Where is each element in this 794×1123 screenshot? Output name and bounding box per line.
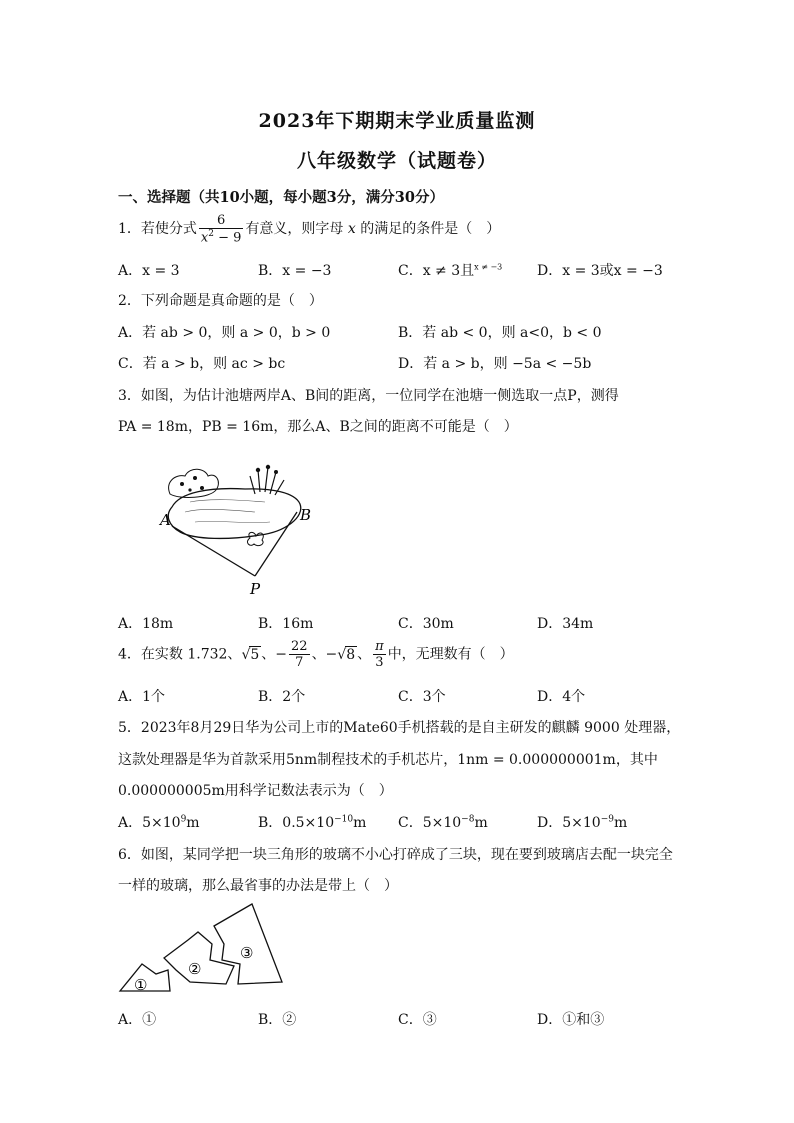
q1-option-c[interactable] <box>398 260 502 280</box>
q5-option-a[interactable] <box>118 812 200 832</box>
q4-option-a[interactable]: A．1个 <box>118 689 166 705</box>
question-5-line3: 0.000000005m用科学记数法表示为（ ） <box>118 783 393 799</box>
piece-2-label: ② <box>188 960 202 978</box>
q5-a-base: A．5×10 <box>118 815 181 831</box>
q4-fraction-2 <box>373 640 386 669</box>
q1-option-a[interactable]: A．x = 3 <box>118 263 180 279</box>
q1-prefix: 1．若使分式 <box>118 221 197 238</box>
q5-d-base: D．5×10 <box>537 815 601 831</box>
sqrt8-radicand: 8 <box>346 646 356 663</box>
exam-title: 2023年下期期末学业质量监测 <box>258 110 536 132</box>
q5-a-unit: m <box>186 815 200 831</box>
q1-var: x <box>347 221 356 238</box>
q4-fraction-1 <box>289 640 310 669</box>
q3-option-d[interactable]: D．34m <box>537 616 594 632</box>
q6-option-a[interactable]: A．① <box>118 1012 157 1028</box>
pond-figure <box>150 462 320 598</box>
question-3-line1: 3．如图，为估计池塘两岸A、B间的距离，一位同学在池塘一侧选取一点P，测得 <box>118 388 619 404</box>
sqrt5-radicand: 5 <box>250 646 260 663</box>
q4-f1-den: 7 <box>289 654 310 669</box>
q5-option-d[interactable] <box>537 812 627 832</box>
q4-mid3: 、 <box>357 646 372 663</box>
section-heading: 一、选择题（共10小题，每小题3分，满分30分） <box>118 189 444 206</box>
q1-option-b[interactable]: B．x = −3 <box>258 263 332 279</box>
question-4-stem <box>118 640 514 669</box>
q5-b-exp: −10 <box>334 814 354 825</box>
q5-b-unit: m <box>353 815 367 831</box>
q1-option-d[interactable]: D．x = 3或x = −3 <box>537 263 663 279</box>
piece-1-label: ① <box>134 976 148 994</box>
q2-option-c[interactable]: C．若 a > b，则 ac > bc <box>118 356 286 372</box>
question-2-stem: 2．下列命题是真命题的是（ ） <box>118 293 323 309</box>
q5-c-base: C．5×10 <box>398 815 462 831</box>
piece-3-label: ③ <box>240 944 254 962</box>
label-b: B <box>300 506 312 524</box>
question-3-line2: PA = 18m，PB = 16m，那么A、B之间的距离不可能是（ ） <box>118 419 518 435</box>
q3-option-b[interactable]: B．16m <box>258 616 314 632</box>
q5-d-unit: m <box>613 815 628 831</box>
q1-den-var: x <box>200 230 209 246</box>
q1-option-c-text: C．x ≠ 3且 <box>398 263 475 279</box>
q5-c-unit: m <box>474 815 488 831</box>
q1-frac-den <box>199 228 244 244</box>
q1-option-c-small: x ≠ −3 <box>474 262 503 272</box>
q1-suffix-b: 的满足的条件是（ ） <box>355 221 501 238</box>
q5-option-b[interactable] <box>258 812 366 832</box>
q1-fraction <box>199 214 244 244</box>
q6-option-c[interactable]: C．③ <box>398 1012 437 1028</box>
q5-option-c[interactable] <box>398 812 488 832</box>
label-a: A <box>160 511 171 529</box>
q4-mid2: 、− <box>311 646 338 663</box>
q6-option-d[interactable]: D．①和③ <box>537 1012 605 1028</box>
label-p: P <box>250 580 261 598</box>
q5-a-exp: 9 <box>180 814 187 825</box>
q2-option-d[interactable]: D．若 a > b，则 −5a < −5b <box>398 356 592 372</box>
q1-den-rest: − 9 <box>214 230 242 246</box>
q4-prefix: 4．在实数 1.732、 <box>118 646 242 663</box>
q2-option-b[interactable]: B．若 ab < 0，则 a<0，b < 0 <box>398 325 602 341</box>
q5-d-exp: −9 <box>600 814 614 825</box>
question-6-line2: 一样的玻璃，那么最省事的办法是带上（ ） <box>118 878 398 894</box>
sqrt5: √5 <box>241 646 260 663</box>
q2-option-a[interactable]: A．若 ab > 0，则 a > 0，b > 0 <box>118 325 331 341</box>
q6-option-b[interactable]: B．② <box>258 1012 297 1028</box>
q4-option-b[interactable]: B．2个 <box>258 689 306 705</box>
q4-option-d[interactable]: D．4个 <box>537 689 586 705</box>
q3-option-a[interactable]: A．18m <box>118 616 174 632</box>
q1-frac-num: 6 <box>217 213 226 228</box>
q3-option-c[interactable]: C．30m <box>398 616 454 632</box>
q4-mid1: 、− <box>261 646 288 663</box>
q4-f2-num: π <box>375 639 384 654</box>
q4-f2-den: 3 <box>373 654 386 669</box>
q1-suffix-a: 有意义，则字母 <box>245 221 348 238</box>
question-1-stem <box>118 214 500 244</box>
question-5-line2: 这款处理器是华为首款采用5nm制程技术的手机芯片，1nm = 0.000000001m，其中 <box>118 752 658 768</box>
exam-subtitle: 八年级数学（试题卷） <box>296 150 497 172</box>
glass-pieces-figure <box>118 900 283 996</box>
q4-suffix: 中，无理数有（ ） <box>387 646 514 663</box>
q1-den-exp: 2 <box>208 229 214 239</box>
q4-f1-num: 22 <box>291 639 308 654</box>
q5-c-exp: −8 <box>461 814 475 825</box>
question-5-line1: 5．2023年8月29日华为公司上市的Mate60手机搭载的是自主研发的麒麟 9000 处理器， <box>118 720 681 736</box>
sqrt8: √8 <box>337 646 356 663</box>
q5-b-base: B．0.5×10 <box>258 815 335 831</box>
q4-option-c[interactable]: C．3个 <box>398 689 446 705</box>
question-6-line1: 6．如图，某同学把一块三角形的玻璃不小心打碎成了三块，现在要到玻璃店去配一块完全 <box>118 847 673 863</box>
